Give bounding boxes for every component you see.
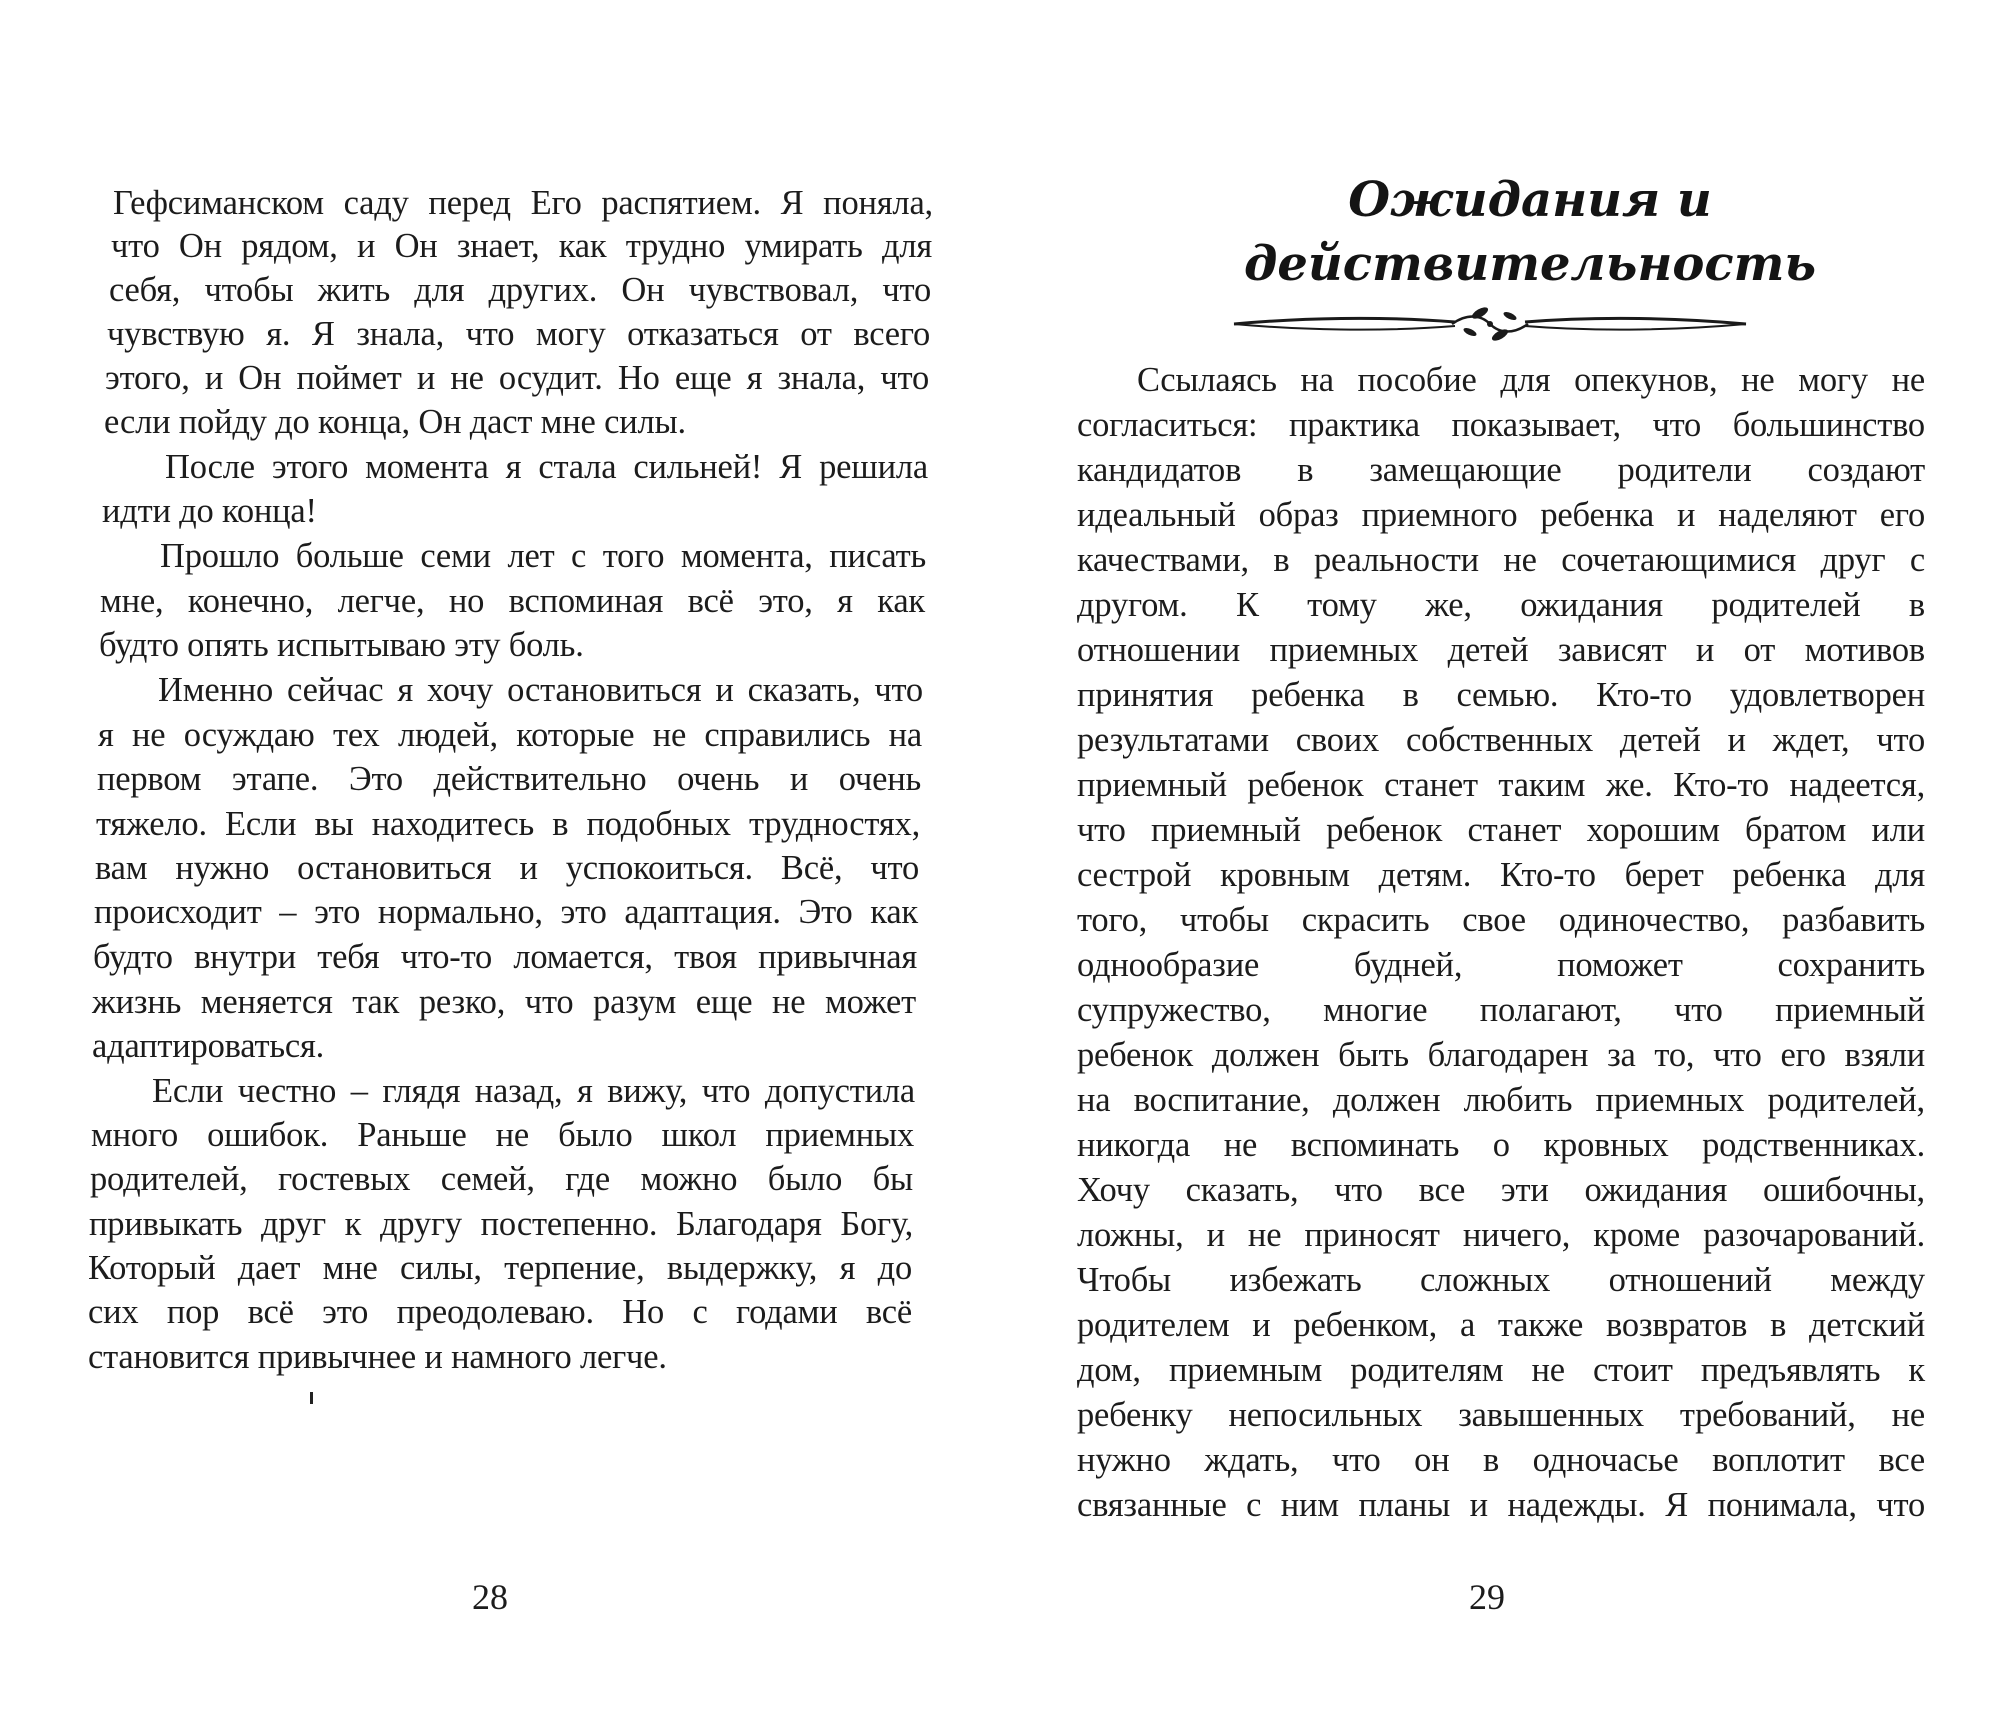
text-line: другом. К тому же, ожидания родителей в (1077, 586, 1925, 624)
text-line: много ошибок. Раньше не было школ приемных (91, 1116, 914, 1154)
text-line: сестрой кровным детям. Кто-то берет ребенка для (1077, 856, 1925, 894)
chapter-title-line-2: действительность (1243, 236, 1817, 292)
text-line: что Он рядом, и Он знает, как трудно умирать для (111, 227, 932, 265)
text-line: что приемный ребенок станет хорошим братом или (1077, 811, 1925, 849)
text-line: первом этапе. Это действительно очень и очень (97, 760, 921, 798)
text-line: Который дает мне силы, терпение, выдержку, я до (88, 1249, 912, 1287)
text-line: Хочу сказать, что все эти ожидания ошибочны, (1077, 1171, 1925, 1209)
text-line: жизнь меняется так резко, что разум еще не может (92, 983, 916, 1021)
text-line: адаптироваться. (92, 1027, 325, 1065)
text-line: ложны, и не приносят ничего, кроме разочарований. (1077, 1216, 1925, 1254)
text-line: этого, и Он поймет и не осудит. Но еще я знала, что (105, 359, 929, 397)
text-line: идеальный образ приемного ребенка и наделяют его (1077, 496, 1925, 534)
text-line: тяжело. Если вы находитесь в подобных трудностях, (96, 805, 920, 843)
text-line: Именно сейчас я хочу остановиться и сказать, что (158, 671, 923, 709)
chapter-title-line-1: Ожидания и (1348, 172, 1712, 228)
text-line: отношении приемных детей зависят и от мотивов (1077, 631, 1925, 669)
text-line: если пойду до конца, Он даст мне силы. (104, 403, 686, 441)
text-line: супружество, многие полагают, что приемный (1077, 991, 1925, 1029)
left-page (0, 0, 980, 1711)
text-line: чувствую я. Я знала, что могу отказаться от всего (107, 315, 930, 353)
text-line: будто внутри тебя что-то ломается, твоя привычная (93, 938, 917, 976)
text-line: Прошло больше семи лет с того момента, писать (160, 537, 926, 575)
text-line: Гефсиманском саду перед Его распятием. Я поняла, (113, 184, 933, 222)
text-line: приемный ребенок станет таким же. Кто-то надеется, (1077, 766, 1925, 804)
text-line: связанные с ним планы и надежды. Я понимала, что (1077, 1486, 1925, 1524)
text-line: я не осуждаю тех людей, которые не справились на (98, 716, 922, 754)
text-line: привыкать друг к другу постепенно. Благодаря Богу, (89, 1205, 913, 1243)
text-line: себя, чтобы жить для других. Он чувствовал, что (109, 271, 931, 309)
text-line: вам нужно остановиться и успокоиться. Всё, что (95, 849, 919, 887)
text-line: Если честно – глядя назад, я вижу, что допустила (152, 1072, 915, 1110)
text-line: того, чтобы скрасить свое одиночество, разбавить (1077, 901, 1925, 939)
text-line: становится привычнее и намного легче. (88, 1338, 667, 1376)
text-line: родителем и ребенком, а также возвратов в детский (1077, 1306, 1925, 1344)
text-line: качествами, в реальности не сочетающимися друг с (1077, 541, 1925, 579)
text-line: никогда не вспоминать о кровных родственниках. (1077, 1126, 1925, 1164)
text-line: Ссылаясь на пособие для опекунов, не могу не (1137, 361, 1925, 399)
page-number-left: 28 (472, 1577, 508, 1617)
stray-ink-mark (310, 1392, 313, 1404)
text-line: происходит – это нормально, это адаптация. Это как (94, 893, 918, 931)
text-line: ребенок должен быть благодарен за то, что его взяли (1077, 1036, 1925, 1074)
text-line: согласиться: практика показывает, что большинство (1077, 406, 1925, 444)
text-line: родителей, гостевых семей, где можно было бы (90, 1160, 913, 1198)
text-line: сих пор всё это преодолеваю. Но с годами всё (88, 1293, 912, 1331)
text-line: кандидатов в замещающие родители создают (1077, 451, 1925, 489)
text-line: идти до конца! (102, 492, 317, 530)
text-line: принятия ребенка в семью. Кто-то удовлетворен (1077, 676, 1925, 714)
text-line: на воспитание, должен любить приемных родителей, (1077, 1081, 1925, 1119)
text-line: будто опять испытываю эту боль. (99, 626, 584, 664)
text-line: ребенку непосильных завышенных требований, не (1077, 1396, 1925, 1434)
text-line: дом, приемным родителям не стоит предъявлять к (1077, 1351, 1925, 1389)
page-number-right: 29 (1469, 1577, 1505, 1617)
text-line: мне, конечно, легче, но вспоминая всё это, я как (100, 582, 925, 620)
right-page (1010, 0, 2000, 1711)
text-line: нужно ждать, что он в одночасье воплотит все (1077, 1441, 1925, 1479)
text-line: Чтобы избежать сложных отношений между (1077, 1261, 1925, 1299)
text-line: После этого момента я стала сильней! Я решила (165, 448, 928, 486)
text-line: результатами своих собственных детей и ждет, что (1077, 721, 1925, 759)
text-line: однообразие будней, поможет сохранить (1077, 946, 1925, 984)
